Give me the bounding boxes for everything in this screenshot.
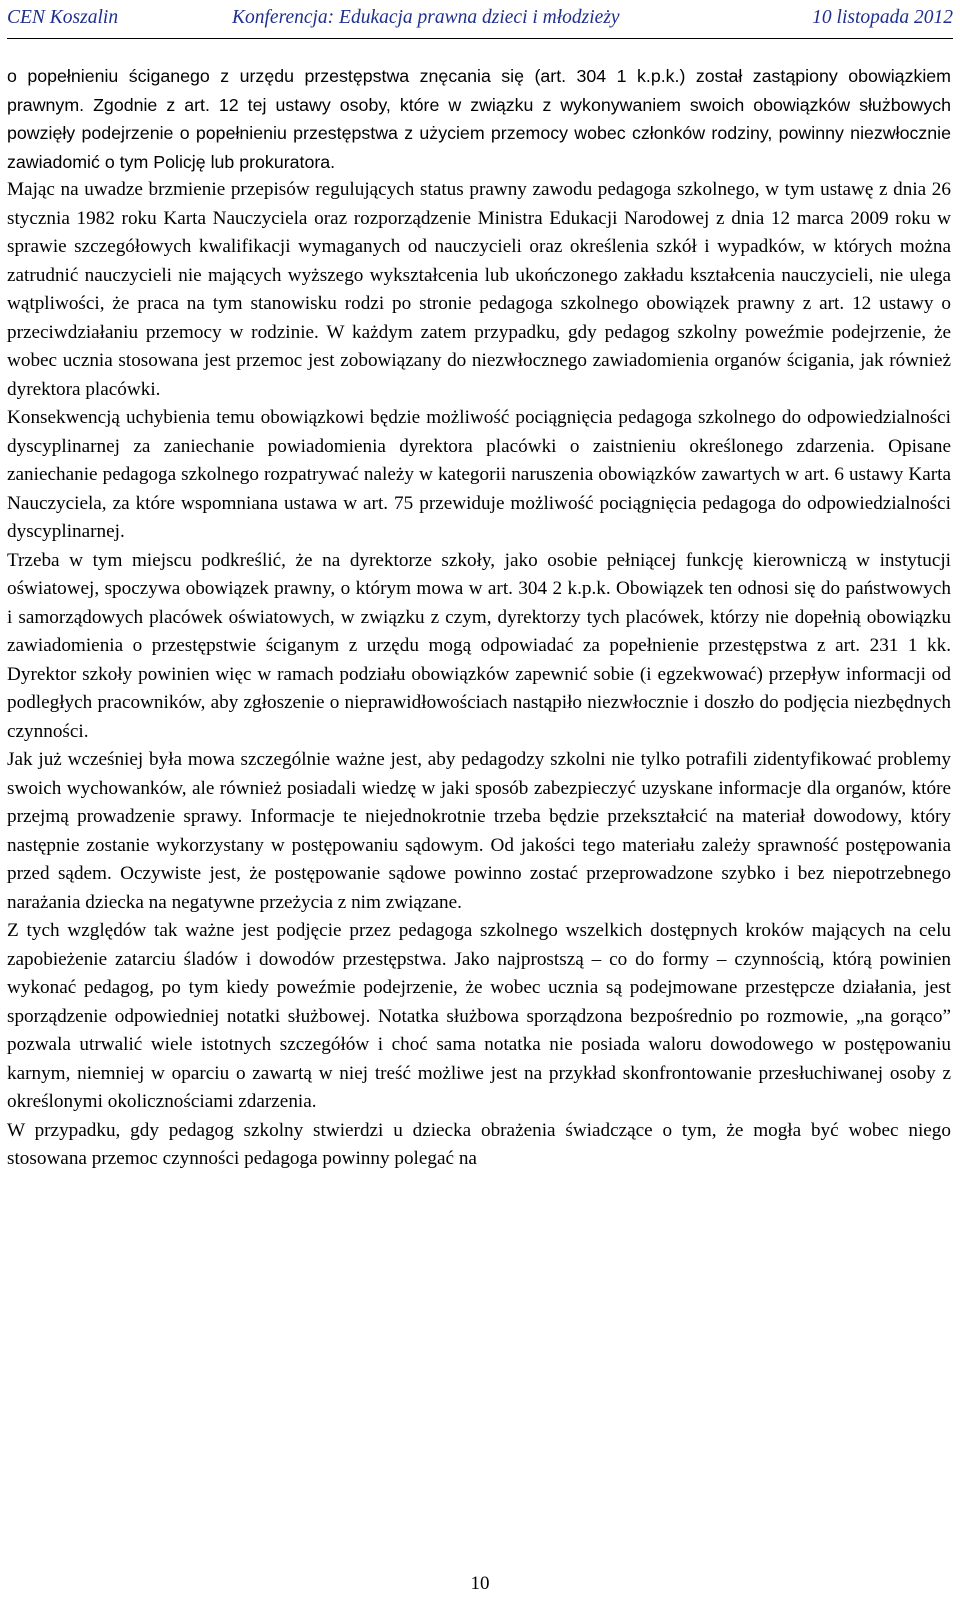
paragraph-4: Trzeba w tym miejscu podkreślić, że na dyrektorze szkoły, jako osobie pełniącej funkcję kierowniczą w instytucji oświatowej, spoczywa obowiązek prawny, o którym mowa w art. 304 2 k.p.k. Obowiązek ten odnosi się do państwowych i samorządowych placówek oświatowych, w związku z czym, dyrektorzy tych placówek, którzy nie dopełnią obowiązku zawiadomienia o przestępstwie ściganym z urzędu mogą odpowiadać za popełnienie przestępstwa z art. 231 1 kk. Dyrektor szkoły powinien więc w ramach podziału obowiązków zapewnić sobie (i egzekwować) przepływ informacji od podległych pracowników, aby zgłoszenie o nieprawidłowościach nastąpiło niezwłocznie i doszło do podjęcia niezbędnych czynności. [7,549,951,742]
paragraph-6: Z tych względów tak ważne jest podjęcie przez pedagoga szkolnego wszelkich dostępnych kroków mających na celu zapobieżenie zatarciu śladów i dowodów przestępstwa. Jako najprostszą – co do formy – czynnością, którą powinien wykonać pedagog, po tym kiedy poweźmie podejrzenie, że wobec ucznia są podejmowane przestępcze działania, jest sporządzenie odpowiedniej notatki służbowej. Notatka służbowa sporządzona bezpośrednio po rozmowie, „na gorąco” pozwala utrwalić wiele istotnych szczegółów i choć sama notatka nie posiada waloru dowodowego w postępowaniu karnym, niemniej w oparciu o zawartą w niej treść możliwe jest na przykład skonfrontowanie przesłuchiwanej osoby z określonymi okolicznościami zdarzenia. [7,920,951,1112]
paragraph-5: Jak już wcześniej była mowa szczególnie ważne jest, aby pedagodzy szkolni nie tylko potrafili zidentyfikować problemy swoich wychowanków, ale również posiadali wiedzę w jaki sposób zabezpieczyć uzyskane informacje dla organów, które przejmą prowadzenie sprawy. Informacje te niejednokrotnie trzeba będzie przekształcić na materiał dowodowy, który następnie zostanie wykorzystany w postępowaniu sądowym. Od jakości tego materiału zależy sprawność postępowania przed sądem. Oczywiste jest, że postępowanie sądowe powinno zostać przeprowadzone szybko i bez niepotrzebnego narażania dziecka na negatywne przeżycia z nim związane. [7,749,951,913]
paragraph-3: Konsekwencją uchybienia temu obowiązkowi będzie możliwość pociągnięcia pedagoga szkolnego do odpowiedzialności dyscyplinarnej za zaniechanie powiadomienia dyrektora placówki o zaistnieniu określonego zdarzenia. Opisane zaniechanie pedagoga szkolnego rozpatrywać należy w kategorii naruszenia obowiązków zawartych w art. 6 ustawy Karta Nauczyciela, za które wspomniana ustawa w art. 75 przewiduje możliwość pociągnięcia pedagoga do odpowiedzialności dyscyplinarnej. [7,407,951,542]
header-conference-title: Konferencja: Edukacja prawna dzieci i młodzieży [232,7,620,28]
document-body [7,62,951,1174]
running-header [7,4,953,39]
header-organization: CEN Koszalin [7,7,119,28]
paragraph-7: W przypadku, gdy pedagog szkolny stwierdzi u dziecka obrażenia świadczące o tym, że mogła być wobec niego stosowana przemoc czynności pedagoga powinny polegać na [7,1119,951,1169]
paragraph-2: Mając na uwadze brzmienie przepisów regulujących status prawny zawodu pedagoga szkolnego, w tym ustawę z dnia 26 stycznia 1982 roku Karta Nauczyciela oraz rozporządzenie Ministra Edukacji Narodowej z dnia 12 marca 2009 roku w sprawie szczegółowych kwalifikacji wymaganych od nauczycieli oraz określenia szkół i wypadków, w których można zatrudnić nauczycieli nie mających wyższego wykształcenia lub ukończonego zakładu kształcenia nauczycieli, nie ulega wątpliwości, że praca na tym stanowisku rodzi po stronie pedagoga szkolnego obowiązek prawny z art. 12 ustawy o przeciwdziałaniu przemocy w rodzinie. W każdym zatem przypadku, gdy pedagog szkolny poweźmie podejrzenie, że wobec ucznia stosowana jest przemoc jest zobowiązany do niezwłocznego zawiadomienia organów ścigania, jak również dyrektora placówki. [7,179,951,400]
header-date: 10 listopada 2012 [812,7,953,28]
paragraph-1: o popełnieniu ściganego z urzędu przestępstwa znęcania się (art. 304 1 k.p.k.) został zastąpiony obowiązkiem prawnym. Zgodnie z art. 12 tej ustawy osoby, które w związku z wykonywaniem swoich obowiązków służbowych powzięły podejrzenie o popełnieniu przestępstwa z użyciem przemocy wobec członków rodziny, powinny niezwłocznie zawiadomić o tym Policję lub prokuratora. [7,66,951,172]
page-number: 10 [470,1573,490,1594]
